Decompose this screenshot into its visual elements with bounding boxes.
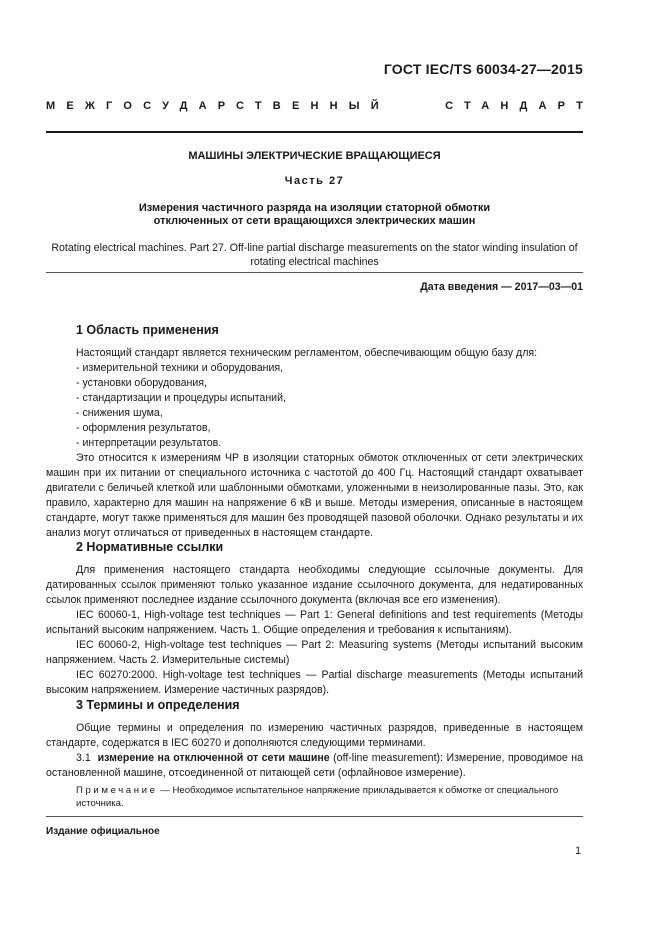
document-subtitle: [46, 202, 583, 228]
term-name: измерение на отключенной от сети машине: [97, 752, 330, 764]
english-title: Rotating electrical machines. Part 27. Off-line partial discharge measurements on the stator winding insulation of rotating electrical machines: [51, 242, 578, 268]
edition-label: Издание официальное: [46, 826, 160, 837]
note: [76, 784, 583, 810]
page-number: 1: [575, 845, 581, 857]
note-text: — Необходимое испытательное напряжение прикладывается к обмотке от специального источника.: [76, 785, 559, 809]
standard-type-word-2: СТАНДАРТ: [445, 100, 594, 112]
title-rule: [46, 272, 583, 273]
note-label: Примечание: [76, 785, 158, 796]
list-item: - установки оборудования,: [76, 377, 207, 389]
section-normative-references: [46, 539, 583, 698]
scope-body: Это относится к измерениям ЧР в изоляции статорных обмоток отключенных от сети электрических машин при их питании от специального источника с частотой до 400 Гц. Настоящий стандарт охватывает двигатели с беличьей клеткой или шаблонными обмотками, уложенными в неизолированные пазы. Это, как правило, характерно для машин на напряжение 6 кВ и выше. Методы измерения, описанные в настоящем стандарте, могут также применяться для машин без проводящей пазовой оболочки. Однако результаты и их анализ могут отличаться от приведенных в настоящем стандарте.: [46, 452, 583, 539]
terms-intro: Общие термины и определения по измерению частичных разрядов, приведенные в настоящем стандарте, содержатся в IEC 60270 и дополняются следующими терминами.: [46, 722, 583, 749]
list-item: - стандартизации и процедуры испытаний,: [76, 392, 286, 404]
list-item: - интерпретации результатов.: [76, 437, 222, 449]
section-heading: 1 Область применения: [76, 323, 219, 337]
header-rule: [46, 131, 583, 133]
section-terms: [46, 697, 583, 781]
list-item: - снижения шума,: [76, 407, 163, 419]
reference-item: IEC 60060-2, High-voltage test techniques — Part 2: Measuring systems (Методы испытаний высоким напряжением. Часть 2. Измерительные системы): [46, 639, 583, 666]
document-code: ГОСТ IEC/TS 60034-27—2015: [383, 61, 583, 77]
reference-item: IEC 60060-1, High-voltage test techniques — Part 1: General definitions and test requirements (Методы испытаний высоким напряжением. Часть 1. Общие определения и требования к испытаниям).: [46, 609, 583, 636]
document-title: МАШИНЫ ЭЛЕКТРИЧЕСКИЕ ВРАЩАЮЩИЕСЯ: [188, 150, 441, 162]
list-item: - измерительной техники и оборудования,: [76, 362, 284, 374]
term-text: (off-line measurement): Измерение, проводимое на остановленной машине, отсоединенной от питающей сети (офлайновое измерение).: [46, 752, 584, 779]
reference-item: IEC 60270:2000. High-voltage test techniques — Partial discharge measurements (Методы испытаний высоким напряжением. Измерение частичных разрядов).: [46, 669, 583, 696]
subtitle-line-2: отключенных от сети вращающихся электрических машин: [153, 215, 476, 227]
part-label: Часть 27: [284, 175, 345, 187]
section-heading: 2 Нормативные ссылки: [76, 540, 224, 554]
scope-intro: Настоящий стандарт является техническим регламентом, обеспечивающим общую базу для:: [76, 347, 538, 359]
standard-type-word-1: МЕЖГОСУДАРСТВЕННЫЙ: [46, 100, 390, 112]
section-heading: 3 Термины и определения: [76, 698, 240, 712]
references-intro: Для применения настоящего стандарта необходимы следующие ссылочные документы. Для датированных ссылок применяют только указанное издание ссылочного документа, для недатированных ссылок применяют последнее издание ссылочного документа (включая все его изменения).: [46, 564, 583, 606]
section-scope: [46, 322, 583, 541]
term-number: 3.1: [76, 752, 91, 764]
term-definition: [46, 751, 583, 781]
standard-type-heading: [46, 100, 594, 112]
footer-rule: [46, 816, 583, 817]
list-item: - оформления результатов,: [76, 422, 211, 434]
introduction-date: Дата введения — 2017—03—01: [420, 281, 583, 293]
subtitle-line-1: Измерения частичного разряда на изоляции статорной обмотки: [138, 202, 491, 214]
